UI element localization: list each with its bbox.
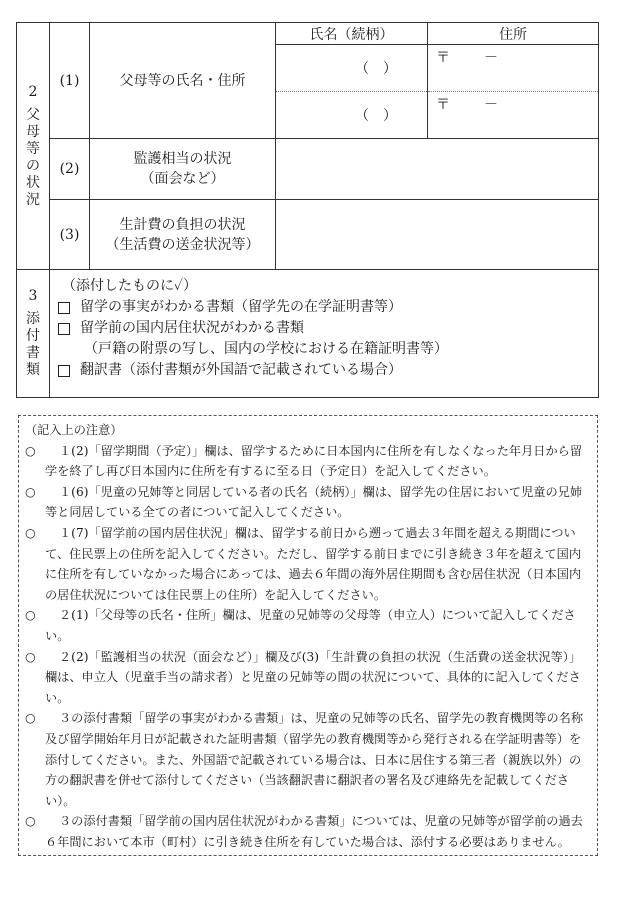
row-1-label: 父母等の氏名・住所 — [90, 23, 276, 139]
section-3-number: 3 — [28, 288, 38, 304]
note-text: ３の添付書類「留学の事実がわかる書類」は、児童の兄姉等の氏名、留学先の教育機関等の名称及び留学開始年月日が記載された証明書類（留学先の教育機関等から発行される在学証明書等）を添付してください。また、外国語で記載されている場合は、日本に居住する第三者（親族以外）の方の翻訳書を併せて添付してください（当該翻訳書に翻訳者の署名及び連絡先を記載してください）。 — [45, 711, 584, 808]
note-item — [25, 605, 591, 646]
bullet-mark: ○ — [25, 608, 36, 623]
section-2-char: 状 — [26, 174, 40, 191]
section-3-label — [17, 270, 50, 398]
row-3-label — [90, 200, 276, 270]
bullet-mark: ○ — [25, 711, 36, 726]
section-2-number: 2 — [28, 83, 38, 100]
attachment-2-note: （戸籍の附票の写し、国内の学校における在籍証明書等） — [84, 341, 448, 357]
section-2-char: 父 — [26, 106, 40, 123]
section-2-char: 母 — [26, 123, 40, 140]
section-3-char: 付 — [26, 328, 40, 344]
address-header: 住所 — [428, 23, 599, 45]
attachments-cell — [50, 270, 599, 398]
parent-1-address-field[interactable] — [428, 45, 599, 92]
parent-2-address-field[interactable] — [428, 92, 599, 139]
living-cost-field[interactable] — [276, 200, 599, 270]
bullet-mark: ○ — [25, 814, 36, 829]
section-2-char: 等 — [26, 140, 40, 157]
bullet-mark: ○ — [25, 484, 36, 499]
note-text: ２(2)「監護相当の状況（面会など）」欄及び(3)「生計費の負担の状況（生活費の送金状況等）」欄は、申立人（児童手当の請求者）と児童の兄姉等の間の状況について、具体的に記入してください。 — [45, 649, 582, 705]
row-2-label-line: （面会など） — [140, 171, 225, 187]
note-item — [25, 811, 591, 852]
postal-mark: 〒 — [436, 97, 450, 113]
checkbox[interactable] — [58, 323, 70, 335]
postal-mark: 〒 — [436, 50, 450, 66]
parents-status-form — [16, 22, 599, 398]
note-item — [25, 523, 591, 605]
bullet-mark: ○ — [25, 443, 36, 458]
parent-1-name-field[interactable] — [276, 45, 428, 92]
section-2-char: の — [26, 157, 40, 174]
row-2-label — [90, 139, 276, 200]
row-3-label-line: 生計費の負担の状況 — [119, 216, 246, 233]
relation-paren: （ ） — [355, 61, 397, 77]
attachment-2-label: 留学前の国内居住状況がわかる書類 — [80, 320, 304, 336]
notes-box — [18, 415, 598, 856]
row-2-label-line: 監護相当の状況 — [133, 151, 232, 167]
row-3-number: (3) — [50, 200, 90, 270]
postal-dash: － — [484, 50, 498, 66]
row-1-number: (1) — [50, 23, 90, 139]
checkbox[interactable] — [58, 365, 70, 377]
attachment-1-label: 留学の事実がわかる書類（留学先の在学証明書等） — [80, 299, 402, 315]
note-text: ３の添付書類「留学前の国内居住状況がわかる書類」については、児童の兄姉等が留学前の過去６年間において本市（町村）に引き続き住所を有していた場合は、添付する必要はありません。 — [45, 814, 583, 849]
attachments-instruction: （添付したものに✓） — [62, 278, 198, 294]
attachment-1[interactable] — [58, 297, 598, 318]
bullet-mark: ○ — [25, 525, 36, 540]
notes-title: （記入上の注意） — [25, 423, 123, 437]
checkbox[interactable] — [58, 302, 70, 314]
custody-status-field[interactable] — [276, 139, 599, 200]
bullet-mark: ○ — [25, 649, 36, 664]
note-text: １(2)「留学期間（予定）」欄は、留学するために日本国内に住所を有しなくなった年月日から留学を終了し再び日本国内に住所を有するに至る日（予定日）を記入してください。 — [45, 443, 583, 479]
attachment-3-label: 翻訳書（添付書類が外国語で記載されている場合） — [80, 362, 402, 378]
note-item — [25, 441, 591, 482]
note-text: １(6)「児童の兄姉等と同居している者の氏名（続柄）」欄は、留学先の住居において児童の兄姉等と同居している全ての者について記入してください。 — [45, 484, 583, 520]
note-item — [25, 647, 591, 709]
postal-dash: － — [484, 97, 498, 113]
section-3-char: 書 — [26, 345, 40, 361]
attachment-2[interactable] — [58, 318, 598, 339]
note-item — [25, 482, 591, 523]
note-text: １(7)「留学前の国内居住状況」欄は、留学する前日から遡って過去３年間を超える期間について、住民票上の住所を記入してください。ただし、留学する前日までに引き続き３年を超えて国内に住所を有していなかった場合にあっては、過去６年間の海外居住期間も含む居住状況（日本国内の居住状況については住民票上の住所）を記入してください。 — [45, 525, 582, 602]
note-text: ２(1)「父母等の氏名・住所」欄は、児童の兄姉等の父母等（申立人）について記入してください。 — [45, 608, 576, 643]
section-3-char: 類 — [26, 362, 40, 378]
section-2-char: 況 — [26, 191, 40, 208]
name-relation-header: 氏名（続柄） — [276, 23, 428, 45]
relation-paren: （ ） — [355, 108, 397, 124]
row-3-label-line: （生活費の送金状況等） — [105, 236, 260, 253]
section-3-char: 添 — [26, 311, 40, 327]
section-2-label — [17, 23, 50, 270]
attachment-3[interactable] — [58, 360, 598, 381]
row-2-number: (2) — [50, 139, 90, 200]
parent-2-name-field[interactable] — [276, 92, 428, 139]
note-item — [25, 708, 591, 811]
